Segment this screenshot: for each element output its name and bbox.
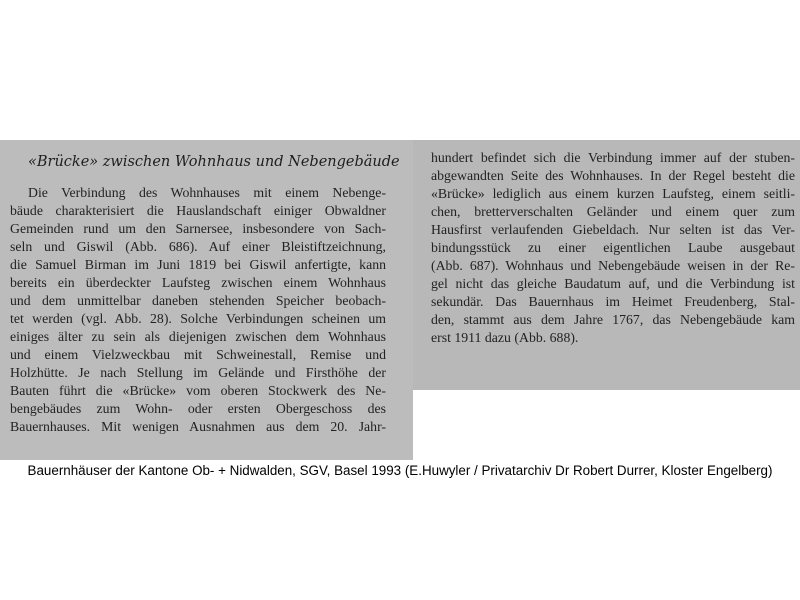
text-line: und einem Vielzweckbau mit Schweinestall, Remise und — [10, 347, 386, 362]
scanned-text-left-panel — [0, 140, 413, 460]
left-text-column — [10, 184, 386, 436]
text-line: Bauten führt die «Brücke» vom oberen Stockwerk des Ne- — [10, 383, 386, 398]
text-line: bereits ein überdeckter Laufsteg zwischen einem Wohnhaus — [10, 275, 386, 290]
text-line: den, stammt aus dem Jahre 1767, das Nebengebäude kam — [431, 312, 795, 327]
text-line: einiges älter zu sein als diejenigen zwischen dem Wohnhaus — [10, 329, 386, 344]
text-line: Holzhütte. Je nach Stellung im Gelände und Firsthöhe der — [10, 365, 386, 380]
text-line: seln und Giswil (Abb. 686). Auf einer Bleistiftzeichnung, — [10, 239, 386, 254]
text-line: «Brücke» lediglich aus einem kurzen Laufsteg, einem seitli- — [431, 186, 795, 201]
text-line: chen, bretterverschalten Geländer und einem quer zum — [431, 204, 795, 219]
text-line: Bauernhauses. Mit wenigen Ausnahmen aus dem 20. Jahr- — [10, 419, 386, 434]
text-line: tet werden (vgl. Abb. 28). Solche Verbindungen scheinen um — [10, 311, 386, 326]
right-text-column — [431, 149, 795, 347]
text-line: erst 1911 dazu (Abb. 688). — [431, 330, 579, 345]
text-line: bengebäudes zum Wohn- oder ersten Obergeschoss des — [10, 401, 386, 416]
text-line: die Samuel Birman im Juni 1819 bei Giswil anfertigte, kann — [10, 257, 386, 272]
image-caption: Bauernhäuser der Kantone Ob- + Nidwalden, SGV, Basel 1993 (E.Huwyler / Privatarchiv Dr Robert Durrer, Kloster Engelberg) — [27, 463, 773, 478]
text-line: Hausfirst verlaufenden Giebeldach. Nur selten ist das Ver- — [431, 222, 795, 237]
text-line: und dem unmittelbar daneben stehenden Speicher beobach- — [10, 293, 386, 308]
text-line: Gemeinden rund um den Sarnersee, insbesondere von Sach- — [10, 221, 386, 236]
text-line: bäude charakterisiert die Hauslandschaft einiger Obwaldner — [10, 203, 386, 218]
text-line: gel nicht das gleiche Baudatum auf, und die Verbindung ist — [431, 276, 795, 291]
text-line: (Abb. 687). Wohnhaus und Nebengebäude weisen in der Re- — [431, 258, 795, 273]
text-line: hundert befindet sich die Verbindung immer auf der stuben- — [431, 150, 795, 165]
section-heading: «Brücke» zwischen Wohnhaus und Nebengebäude — [28, 154, 400, 170]
text-line: bindungsstück zu einer eigentlichen Laube ausgebaut — [431, 240, 795, 255]
scanned-text-right-panel — [413, 140, 800, 390]
text-line: sekundär. Das Bauernhaus im Heimet Freudenberg, Stal- — [431, 294, 795, 309]
text-line: Die Verbindung des Wohnhauses mit einem Nebenge- — [28, 185, 386, 200]
text-line: abgewandten Seite des Wohnhauses. In der Regel besteht die — [431, 168, 795, 183]
